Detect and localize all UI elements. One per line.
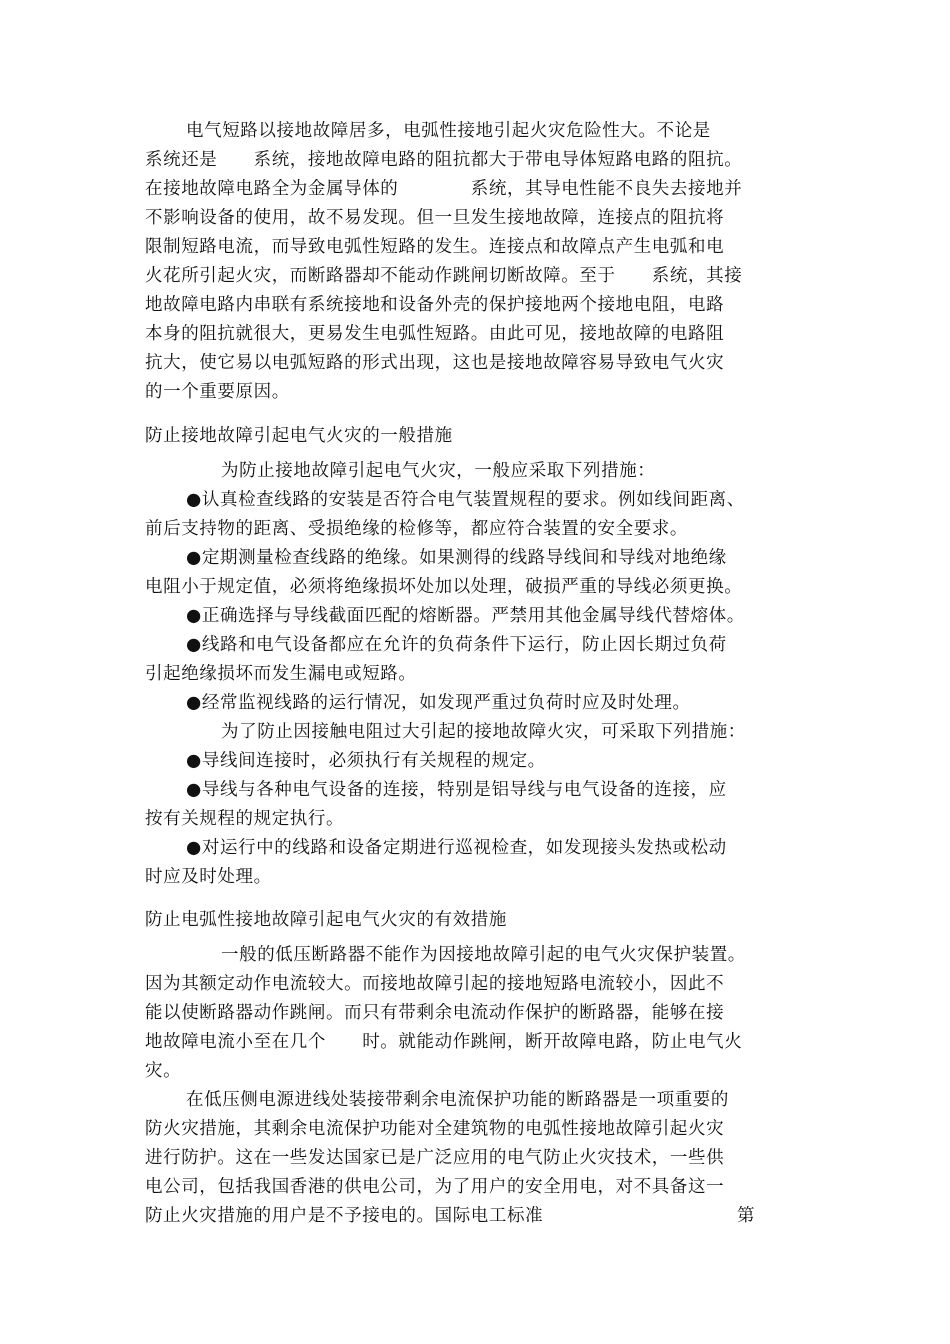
text-line: 灾。 — [145, 1061, 182, 1081]
text-line: 的一个重要原因。 — [145, 382, 290, 402]
text-line: 前后支持物的距离、受损绝缘的检修等，都应符合装置的安全要求。 — [145, 519, 688, 539]
text-line: 为了防止因接触电阻过大引起的接地故障火灾，可采取下列措施： — [221, 722, 746, 742]
text-line: 防止接地故障引起电气火灾的一般措施 — [145, 426, 453, 446]
text-line: 引起绝缘损坏而发生漏电或短路。 — [145, 664, 417, 684]
text-line: 能以使断路器动作跳闸。而只有带剩余电流动作保护的断路器，能够在接 — [145, 1003, 725, 1023]
text-line: 电阻小于规定值，必须将绝缘损坏处加以处理，破损严重的导线必须更换。 — [145, 577, 743, 597]
text-line: ●定期测量检查线路的绝缘。如果测得的线路导线间和导线对地绝缘 — [186, 548, 727, 568]
text-line: 按有关规程的规定执行。 — [145, 809, 345, 829]
text-line: 电气短路以接地故障居多，电弧性接地引起火灾危险性大。不论是 — [186, 121, 711, 141]
text-line: 第 — [737, 1206, 756, 1226]
text-line: 防止火灾措施的用户是不予接电的。国际电工标准 — [145, 1206, 544, 1226]
text-line: 地故障电路内串联有系统接地和设备外壳的保护接地两个接地电阻，电路 — [145, 295, 725, 315]
text-line: 防止电弧性接地故障引起电气火灾的有效措施 — [145, 910, 507, 930]
text-line: 火花所引起火灾，而断路器却不能动作跳闸切断故障。至于 系统，其接 — [145, 266, 743, 286]
text-line: 在接地故障电路全为金属导体的 系统，其导电性能不良失去接地并 — [145, 179, 743, 199]
text-line: ●线路和电气设备都应在允许的负荷条件下运行，防止因长期过负荷 — [186, 635, 727, 655]
text-line: ●对运行中的线路和设备定期进行巡视检查，如发现接头发热或松动 — [186, 838, 727, 858]
text-line: 为防止接地故障引起电气火灾，一般应采取下列措施： — [221, 461, 656, 481]
text-line: 不影响设备的使用，故不易发现。但一旦发生接地故障，连接点的阻抗将 — [145, 208, 725, 228]
text-line: 时应及时处理。 — [145, 867, 272, 887]
text-line: ●导线与各种电气设备的连接，特别是铝导线与电气设备的连接，应 — [186, 780, 727, 800]
text-line: 限制短路电流，而导致电弧性短路的发生。连接点和故障点产生电弧和电 — [145, 237, 725, 257]
text-line: 一般的低压断路器不能作为因接地故障引起的电气火灾保护装置。 — [221, 945, 746, 965]
text-line: 系统还是 系统，接地故障电路的阻抗都大于带电导体短路电路的阻抗。 — [145, 150, 743, 170]
text-line: 抗大，使它易以电弧短路的形式出现，这也是接地故障容易导致电气火灾 — [145, 353, 725, 373]
text-line: ●导线间连接时，必须执行有关规程的规定。 — [186, 751, 546, 771]
text-line: ●经常监视线路的运行情况，如发现严重过负荷时应及时处理。 — [186, 693, 691, 713]
text-line: 进行防护。这在一些发达国家已是广泛应用的电气防止火灾技术，一些供 — [145, 1148, 725, 1168]
text-line: ●认真检查线路的安装是否符合电气装置规程的要求。例如线间距离、 — [186, 490, 745, 510]
text-line: 地故障电流小至在几个 时。就能动作跳闸，断开故障电路，防止电气火 — [145, 1032, 743, 1052]
text-line: 电公司，包括我国香港的供电公司，为了用户的安全用电，对不具备这一 — [145, 1177, 725, 1197]
text-line: ●正确选择与导线截面匹配的熔断器。严禁用其他金属导线代替熔体。 — [186, 606, 745, 626]
text-line: 防火灾措施，其剩余电流保护功能对全建筑物的电弧性接地故障引起火灾 — [145, 1119, 725, 1139]
text-line: 因为其额定动作电流较大。而接地故障引起的接地短路电流较小，因此不 — [145, 974, 725, 994]
text-line: 本身的阻抗就很大，更易发生电弧性短路。由此可见，接地故障的电路阻 — [145, 324, 725, 344]
text-line: 在低压侧电源进线处装接带剩余电流保护功能的断路器是一项重要的 — [186, 1090, 729, 1110]
